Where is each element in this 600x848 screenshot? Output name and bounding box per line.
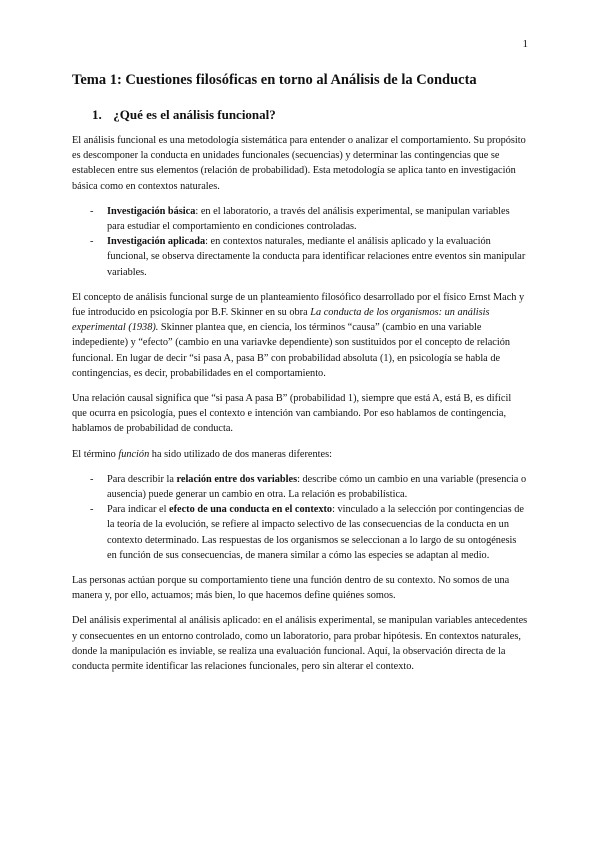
- paragraph-text: ha sido utilizado de dos maneras diferentes:: [149, 448, 332, 460]
- list-item-bold: Investigación básica: [107, 205, 196, 217]
- paragraph-intro: El análisis funcional es una metodología sistemática para entender o analizar el comportamiento. Su propósito es descomponer la conducta en unidades funcionales (secuencias) y determinar las contingencias que se establecen entre sus elementos (relación de probabilidad). Esta metodología se aplica tanto en investigación básica como en contextos naturales.: [72, 135, 526, 192]
- book-title: La conducta de los organismos: un análisis experimental (1938).: [72, 307, 490, 334]
- list-item-bold: Investigación aplicada: [107, 236, 206, 248]
- list-item-text: Para describir la: [107, 473, 177, 485]
- list-dash: -: [90, 205, 94, 217]
- list-item: [90, 234, 528, 280]
- section-heading: [92, 106, 528, 123]
- list-item: [90, 502, 528, 563]
- list-item-text: : vinculado a la selección por contingencias de la teoría de la evolución, se refiere al impacto selectivo de las consecuencias de la conducta en un contexto determinado. Las respuestas de los organismos se seleccionan a lo largo de su ontogénesis en función de sus consecuencias, de manera similar a cómo las especies se adaptan al medio.: [107, 504, 524, 561]
- list-item-text: Para indicar el: [107, 504, 170, 516]
- paragraph-function-term: [72, 447, 528, 462]
- italic-term: función: [118, 448, 150, 460]
- section-title: ¿Qué es el análisis funcional?: [113, 107, 276, 122]
- paragraph-causal: Una relación causal significa que “si pasa A pasa B” (probabilidad 1), siempre que está A, está B, es difícil que ocurra en psicología, pues el contexto e intención van cambiando. Por eso hablamos de contingencia, hablamos de probabilidad de conducta.: [72, 393, 512, 435]
- document-title: Tema 1: Cuestiones filosóficas en torno al Análisis de la Conducta: [72, 72, 477, 88]
- list-dash: -: [90, 236, 94, 248]
- function-uses-list: [72, 472, 528, 563]
- page-number: 1: [522, 38, 528, 50]
- paragraph-text: El término: [72, 448, 119, 460]
- list-item: [90, 472, 528, 502]
- section-number: 1.: [92, 107, 102, 122]
- list-item-bold: relación entre dos variables: [176, 473, 298, 485]
- list-item: [90, 204, 528, 234]
- list-item-bold: efecto de una conducta en el contexto: [169, 504, 333, 516]
- list-dash: -: [90, 473, 94, 485]
- paragraph-experimental-applied: Del análisis experimental al análisis aplicado: en el análisis experimental, se manipulan variables antecedentes y consecuentes en un entorno controlado, como un laboratorio, para probar hipótesis. En contextos naturales, donde la manipulación es inviable, se realiza una evaluación funcional. Aquí, la observación directa de la conducta permite identificar las relaciones funcionales, pero sin alterar el contexto.: [72, 615, 528, 673]
- list-item-text: : en el laboratorio, a través del análisis experimental, se manipulan variables para estudiar el comportamiento en condiciones controladas.: [107, 205, 510, 233]
- list-dash: -: [90, 504, 94, 516]
- research-types-list: [72, 204, 528, 280]
- document-body: [72, 70, 528, 674]
- paragraph-text: El concepto de análisis funcional surge de un planteamiento filosófico desarrollado por el físico Ernst Mach y fue introducido en psicología por B.F. Skinner en su obra: [72, 291, 525, 319]
- paragraph-origin: [72, 290, 528, 381]
- paragraph-text: Skinner plantea que, en ciencia, los términos “causa” (cambio en una variable indepediente) y “efecto” (cambio en una variavke dependiente) son sustituidos por el concepto de relación funcional. En lugar de decir “si pasa A, pasa B” con probabilidad absoluta (1), en psicología se habla de contingencias, es decir, probabilidades en el comportamiento.: [72, 322, 511, 379]
- list-item-text: : describe cómo un cambio en una variable (presencia o ausencia) puede generar un cambio en otra. La relación es probabilística.: [107, 473, 527, 501]
- list-item-text: : en contextos naturales, mediante el análisis aplicado y la evaluación funcional, se observa directamente la conducta para identificar relaciones entre eventos sin manipular variables.: [107, 236, 526, 278]
- paragraph-behavior-function: Las personas actúan porque su comportamiento tiene una función dentro de su contexto. No somos de una manera y, por ello, actuamos; más bien, lo que hacemos define quiénes somos.: [72, 575, 510, 602]
